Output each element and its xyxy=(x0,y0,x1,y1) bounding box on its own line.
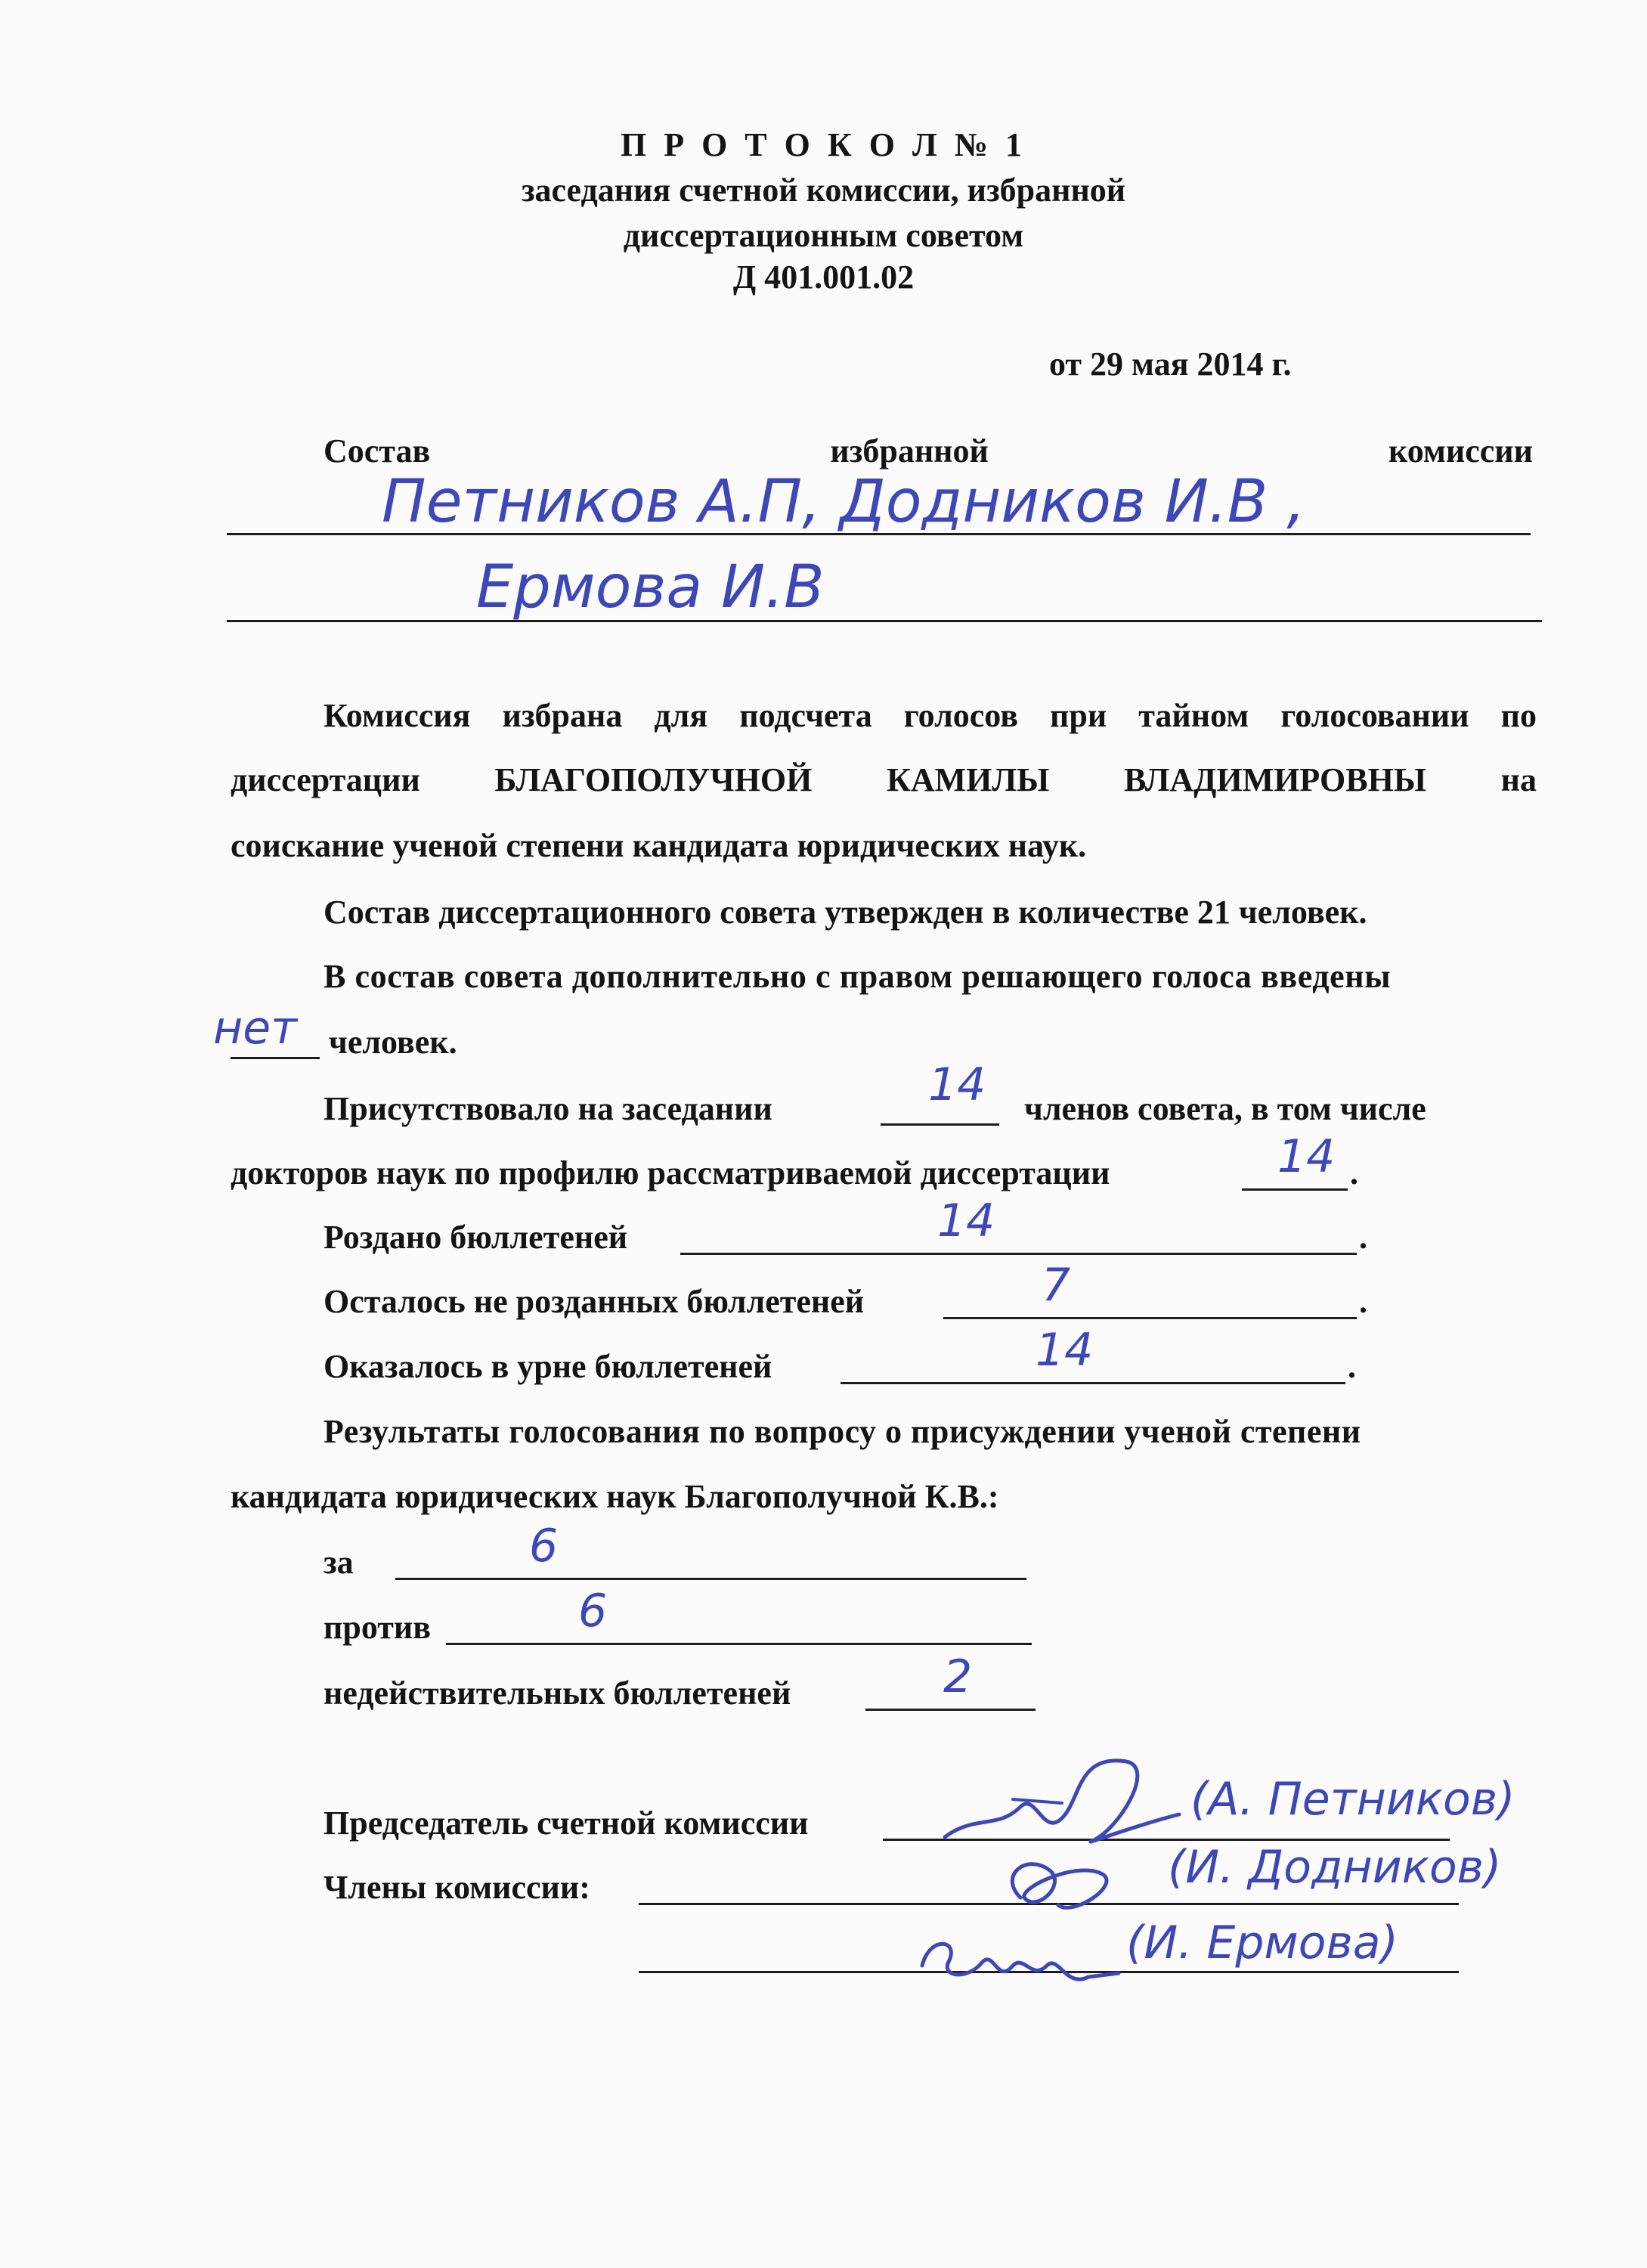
handwritten-extra-members: нет xyxy=(213,1002,298,1055)
word: тайном xyxy=(1138,697,1249,734)
text-span: членов совета, в том числе xyxy=(1024,1090,1426,1127)
composition-word-2: избранной xyxy=(830,432,989,469)
candidate-name: КАМИЛЫ xyxy=(886,761,1050,798)
word: голосовании xyxy=(1280,697,1469,734)
candidate-surname: БЛАГОПОЛУЧНОЙ xyxy=(494,761,813,798)
word: по xyxy=(1500,697,1537,734)
rule-line xyxy=(680,1253,1357,1255)
results-line-1: Результаты голосования по вопросу о присуждении ученой степени xyxy=(324,1413,1361,1450)
issued-label: Роздано бюллетеней xyxy=(324,1219,628,1256)
subtitle-line-2: диссертационным советом xyxy=(623,217,1024,254)
paragraph-1-line-1 xyxy=(324,699,1537,733)
composition-heading xyxy=(324,432,1533,469)
handwritten-issued-count: 14 xyxy=(937,1194,995,1247)
paragraph-2: Состав диссертационного совета утвержден в количестве 21 человек. xyxy=(324,894,1367,931)
handwritten-urn-count: 14 xyxy=(1036,1324,1094,1377)
handwritten-against-count: 6 xyxy=(578,1585,608,1637)
present-label-tail xyxy=(1024,1092,1537,1126)
composition-word-3: комиссии xyxy=(1388,432,1533,469)
word: Комиссия xyxy=(324,697,471,734)
handwritten-for-count: 6 xyxy=(529,1520,559,1572)
period: . xyxy=(1350,1154,1358,1191)
rule-line xyxy=(1242,1188,1348,1191)
protocol-date: от 29 мая 2014 г. xyxy=(1049,345,1292,383)
paragraph-3-line-2: человек. xyxy=(329,1024,457,1061)
present-label: Присутствовало на заседании xyxy=(324,1090,772,1127)
rule-line xyxy=(446,1643,1032,1645)
word: при xyxy=(1050,697,1107,734)
invalid-label: недействительных бюллетеней xyxy=(324,1675,791,1712)
member-2-name: (И. Ермова) xyxy=(1126,1916,1398,1969)
period: . xyxy=(1348,1348,1356,1385)
paragraph-3-line-1: В состав совета дополнительно с правом решающего голоса введены xyxy=(324,958,1392,995)
handwritten-remaining-count: 7 xyxy=(1042,1259,1071,1312)
chair-name: (А. Петников) xyxy=(1190,1773,1515,1826)
candidate-patronymic: ВЛАДИМИРОВНЫ xyxy=(1123,761,1427,798)
word: голосов xyxy=(903,697,1018,734)
protocol-title: П Р О Т О К О Л № 1 xyxy=(620,126,1027,163)
rule-line xyxy=(395,1578,1026,1580)
text-span xyxy=(324,699,1537,733)
handwritten-present-count: 14 xyxy=(928,1058,986,1111)
council-code: Д 401.001.02 xyxy=(732,259,915,296)
word: для xyxy=(654,697,708,734)
rule-line xyxy=(231,1057,320,1059)
members-label: Члены комиссии: xyxy=(324,1869,590,1906)
text-span: диссертации xyxy=(231,761,420,798)
remaining-label: Осталось не розданных бюллетеней xyxy=(324,1283,865,1320)
rule-line xyxy=(865,1709,1036,1711)
word: избрана xyxy=(502,697,623,734)
member-1-name: (И. Додников) xyxy=(1168,1841,1502,1894)
for-label: за xyxy=(324,1544,354,1581)
rule-line xyxy=(881,1123,999,1126)
member-2-signature-icon xyxy=(907,1920,1134,2011)
rule-line xyxy=(227,533,1531,535)
handwritten-members-line-2: Ермова И.В xyxy=(476,553,825,621)
handwritten-invalid-count: 2 xyxy=(943,1650,973,1703)
chair-label: Председатель счетной комиссии xyxy=(324,1805,809,1842)
subtitle-line-1: заседания счетной комиссии, избранной xyxy=(521,172,1126,209)
period: . xyxy=(1359,1219,1367,1256)
rule-line xyxy=(227,620,1542,622)
against-label: против xyxy=(324,1609,431,1646)
rule-line xyxy=(943,1317,1357,1319)
urn-label: Оказалось в урне бюллетеней xyxy=(324,1348,772,1385)
rule-line xyxy=(841,1382,1345,1384)
paragraph-1-line-3: соискание ученой степени кандидата юридических наук. xyxy=(231,827,1087,864)
text-span: на xyxy=(1500,761,1537,798)
handwritten-members-line-1: Петников А.П, Додников И.В , xyxy=(382,468,1305,536)
results-line-2: кандидата юридических наук Благополучной К.В.: xyxy=(231,1478,999,1515)
word: подсчета xyxy=(739,697,872,734)
handwritten-doctors-count: 14 xyxy=(1277,1130,1336,1183)
paragraph-1-line-2 xyxy=(231,761,1537,798)
doctors-label: докторов наук по профилю рассматриваемой диссертации xyxy=(231,1154,1110,1191)
composition-word-1: Состав xyxy=(324,432,431,469)
period: . xyxy=(1359,1283,1367,1320)
